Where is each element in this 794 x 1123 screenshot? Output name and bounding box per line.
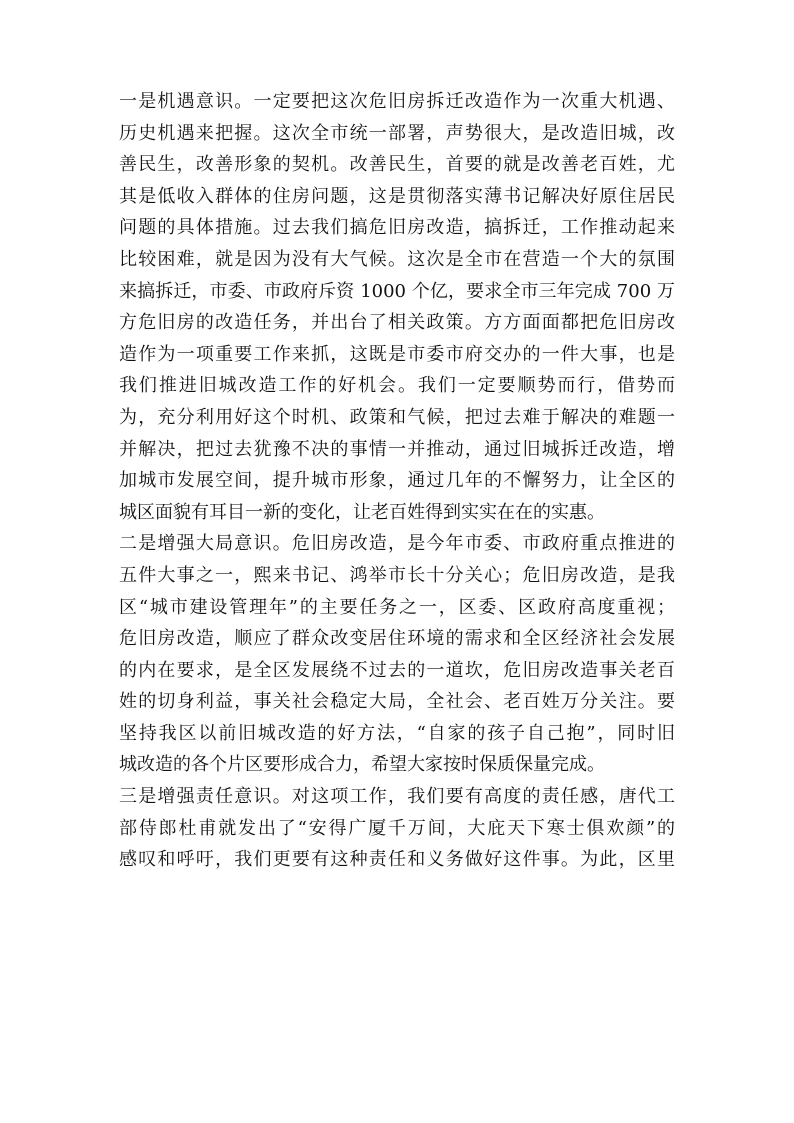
text-line: 问题的具体措施。过去我们搞危旧房改造，搞拆迁，工作推动起来 xyxy=(119,217,675,239)
text-line: 姓的切身利益，事关社会稳定大局，全社会、老百姓万分关注。要 xyxy=(119,691,675,713)
text-line: 三是增强责任意识。对这项工作，我们要有高度的责任感，唐代工 xyxy=(119,786,675,808)
text-line: 危旧房改造，顺应了群众改变居住环境的需求和全区经济社会发展 xyxy=(119,628,675,650)
text-line: 方危旧房的改造任务，并出台了相关政策。方方面面都把危旧房改 xyxy=(119,312,675,334)
text-line: 加城市发展空间，提升城市形象，通过几年的不懈努力，让全区的 xyxy=(119,470,675,492)
text-line: 二是增强大局意识。危旧房改造，是今年市委、市政府重点推进的 xyxy=(119,533,675,555)
paragraph-3 xyxy=(119,781,675,876)
text-line: 五件大事之一，熙来书记、鸿举市长十分关心；危旧房改造，是我 xyxy=(119,564,675,586)
text-line: 城改造的各个片区要形成合力，希望大家按时保质保量完成。 xyxy=(119,754,605,776)
text-line: 坚持我区以前旧城改造的好方法，“自家的孩子自己抱”，同时旧 xyxy=(119,722,675,744)
text-line: 的内在要求，是全区发展绕不过去的一道坎，危旧房改造事关老百 xyxy=(119,659,675,681)
text-line: 来搞拆迁，市委、市政府斥资 1000 个亿，要求全市三年完成 700 万 xyxy=(119,280,675,302)
text-line: 部侍郎杜甫就发出了“安得广厦千万间，大庇天下寒士俱欢颜”的 xyxy=(119,817,675,839)
text-line: 我们推进旧城改造工作的好机会。我们一定要顺势而行，借势而 xyxy=(119,375,675,397)
text-line: 城区面貌有耳目一新的变化，让老百姓得到实实在在的实惠。 xyxy=(119,501,605,523)
document-body xyxy=(119,86,675,876)
text-line: 其是低收入群体的住房问题，这是贯彻落实薄书记解决好原住居民 xyxy=(119,185,675,207)
text-line: 比较困难，就是因为没有大气候。这次是全市在营造一个大的氛围 xyxy=(119,248,675,270)
text-line: 一是机遇意识。一定要把这次危旧房拆迁改造作为一次重大机遇、 xyxy=(119,91,675,112)
text-line: 善民生，改善形象的契机。改善民生，首要的就是改善老百姓，尤 xyxy=(119,154,675,176)
paragraph-2 xyxy=(119,528,675,781)
text-line: 为，充分利用好这个时机、政策和气候，把过去难于解决的难题一 xyxy=(119,406,675,428)
text-line: 并解决，把过去犹豫不决的事情一并推动，通过旧城拆迁改造，增 xyxy=(119,438,675,460)
text-line: 历史机遇来把握。这次全市统一部署，声势很大，是改造旧城，改 xyxy=(119,122,675,144)
text-line: 造作为一项重要工作来抓，这既是市委市府交办的一件大事，也是 xyxy=(119,343,675,365)
paragraph-1 xyxy=(119,86,675,528)
text-line: 区“城市建设管理年”的主要任务之一，区委、区政府高度重视； xyxy=(119,596,675,618)
text-line: 感叹和呼吁，我们更要有这种责任和义务做好这件事。为此，区里 xyxy=(119,849,675,871)
